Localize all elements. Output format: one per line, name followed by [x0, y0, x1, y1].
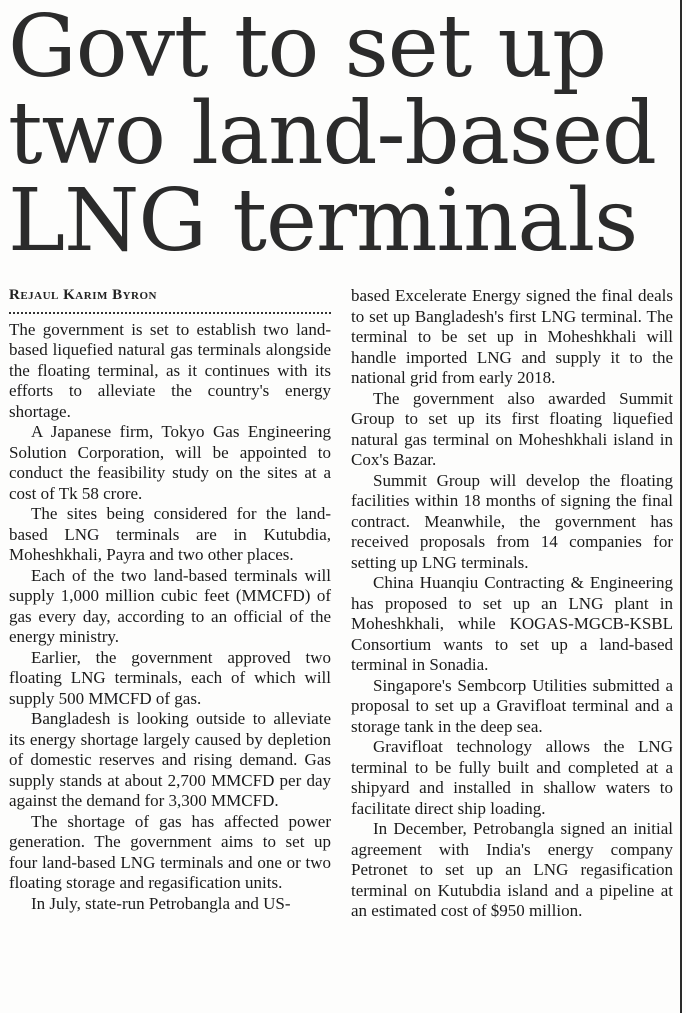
article-column-left: [9, 285, 331, 914]
paragraph: Summit Group will develop the floating facilities within 18 months of signing the final contract. Meanwhile, the government has received proposals from 14 companies for setting up LNG terminals.: [351, 470, 673, 572]
paragraph: Singapore's Sembcorp Utilities submitted a proposal to set up a Gravifloat terminal and a storage tank in the deep sea.: [351, 675, 673, 736]
paragraph: Each of the two land-based terminals will supply 1,000 million cubic feet (MMCFD) of gas every day, according to an official of the energy ministry.: [9, 565, 331, 646]
paragraph: The government also awarded Summit Group to set up its first floating liquefied natural gas terminal on Moheshkhali island in Cox's Bazar.: [351, 388, 673, 469]
paragraph: based Excelerate Energy signed the final deals to set up Bangladesh's first LNG terminal. The terminal to be set up in Moheshkhali will handle imported LNG and supply it to the national grid from early 2018.: [351, 286, 673, 387]
paragraph: Bangladesh is looking outside to alleviate its energy shortage largely caused by depletion of domestic reserves and rising demand. Gas supply stands at about 2,700 MMCFD per day against the demand for 3,300 MMCFD.: [9, 709, 331, 810]
column-rule: [680, 0, 682, 1013]
paragraph: Gravifloat technology allows the LNG terminal to be fully built and completed at a shipyard and installed in shallow waters to facilitate direct ship loading.: [351, 737, 673, 818]
headline-line-3: LNG terminals: [8, 171, 638, 271]
headline: [8, 0, 676, 271]
paragraph: The shortage of gas has affected power generation. The government aims to set up four land-based LNG terminals and one or two floating storage and regasification units.: [9, 811, 331, 892]
byline: Rejaul Karim Byron: [9, 287, 158, 303]
paragraph: The sites being considered for the land-based LNG terminals are in Kutubdia, Moheshkhali, Payra and two other places.: [9, 504, 331, 564]
headline-line-1: Govt to set up: [8, 0, 606, 97]
paragraph: The government is set to establish two land-based liquefied natural gas terminals alongside the floating terminal, as it continues with its efforts to alleviate the country's energy shortage.: [9, 319, 331, 421]
article-column-right: [351, 286, 673, 922]
paragraph: A Japanese firm, Tokyo Gas Engineering Solution Corporation, will be appointed to conduct the feasibility study on the sites at a cost of Tk 58 crore.: [9, 422, 331, 503]
paragraph: In July, state-run Petrobangla and US-: [31, 893, 291, 913]
byline-divider: [9, 312, 331, 314]
paragraph: In December, Petrobangla signed an initial agreement with India's energy company Petronet to set up an LNG regasification terminal on Kutubdia island and a pipeline at an estimated cost of $950 million.: [351, 819, 673, 920]
paragraph: Earlier, the government approved two floating LNG terminals, each of which will supply 500 MMCFD of gas.: [9, 647, 331, 708]
paragraph: China Huanqiu Contracting & Engineering has proposed to set up an LNG plant in Moheshkhali, while KOGAS-MGCB-KSBL Consortium wants to set up a land-based terminal in Sonadia.: [351, 573, 673, 674]
headline-line-2: two land-based: [8, 84, 656, 184]
